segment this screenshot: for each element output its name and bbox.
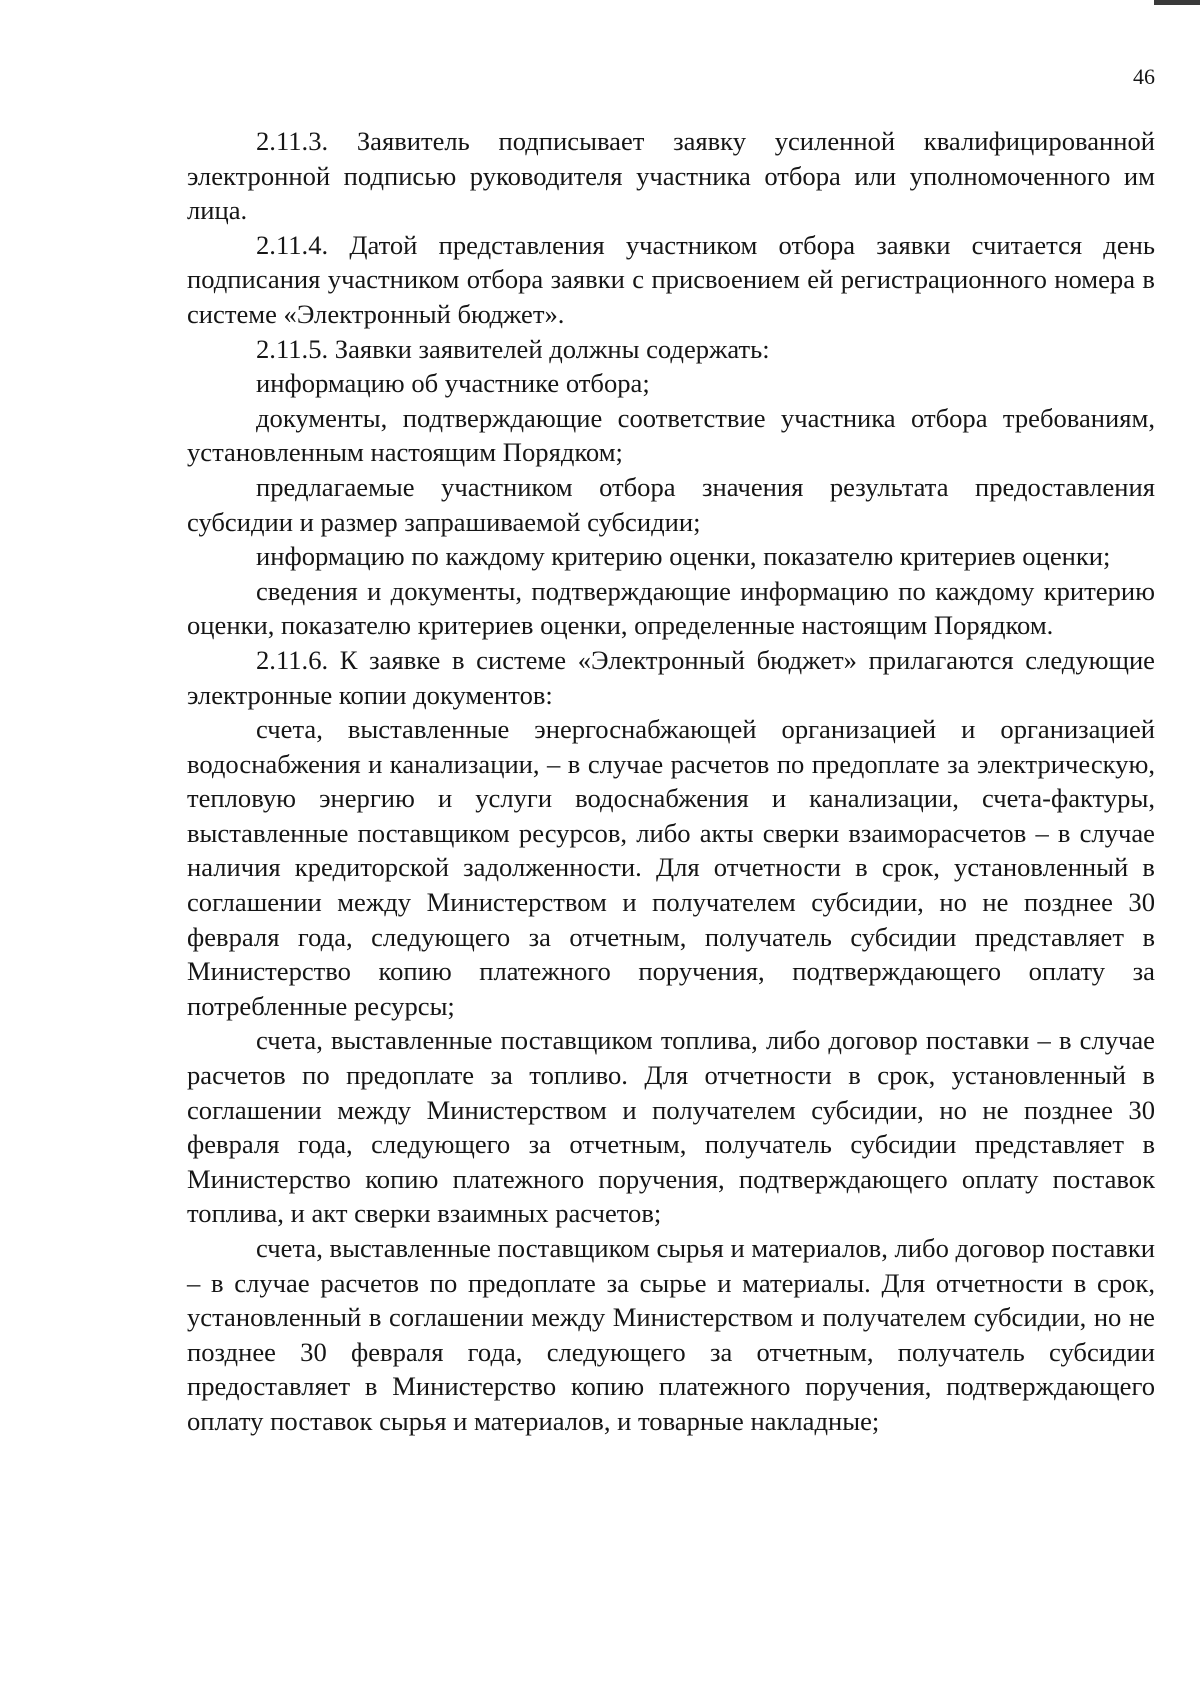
document-body bbox=[187, 124, 1155, 1439]
scan-edge-mark bbox=[1154, 0, 1200, 5]
list-item-proposed-results: предлагаемые участником отбора значения результата предоставления субсидии и размер запрашиваемой субсидии; bbox=[187, 471, 1155, 537]
paragraph-2-11-5: 2.11.5. Заявки заявителей должны содержать: bbox=[256, 333, 770, 364]
document-page bbox=[187, 64, 1155, 1439]
list-item-compliance-documents: документы, подтверждающие соответствие участника отбора требованиям, установленным настоящим Порядком; bbox=[187, 402, 1155, 468]
list-item-fuel-invoices: счета, выставленные поставщиком топлива, либо договор поставки – в случае расчетов по предоплате за топливо. Для отчетности в срок, установленный в соглашении между Министерством и получателем субсидии, но не позднее 30 февраля года, следующего за отчетным, получатель субсидии представляет в Министерство копию платежного поручения, подтверждающего оплату поставок топлива, и акт сверки взаимных расчетов; bbox=[187, 1025, 1155, 1229]
paragraph-2-11-4: 2.11.4. Датой представления участником отбора заявки считается день подписания участником отбора заявки с присвоением ей регистрационного номера в системе «Электронный бюджет». bbox=[187, 229, 1155, 329]
list-item-criteria-documents: сведения и документы, подтверждающие информацию по каждому критерию оценки, показателю критериев оценки, определенные настоящим Порядком. bbox=[187, 575, 1155, 641]
list-item-materials-invoices: счета, выставленные поставщиком сырья и материалов, либо договор поставки – в случае расчетов по предоплате за сырье и материалы. Для отчетности в срок, установленный в соглашении между Министерством и получателем субсидии, но не позднее 30 февраля года, следующего за отчетным, получатель субсидии предоставляет в Министерство копию платежного поручения, подтверждающего оплату поставок сырья и материалов, и товарные накладные; bbox=[187, 1233, 1155, 1436]
page-number: 46 bbox=[1133, 64, 1155, 89]
list-item-energy-invoices: счета, выставленные энергоснабжающей организацией и организацией водоснабжения и канализации, – в случае расчетов по предоплате за электрическую, тепловую энергию и услуги водоснабжения и канализации, счета-фактуры, выставленные поставщиком ресурсов, либо акты сверки взаиморасчетов – в случае наличия кредиторской задолженности. Для отчетности в срок, установленный в соглашении между Министерством и получателем субсидии, но не позднее 30 февраля года, следующего за отчетным, получатель субсидии представляет в Министерство копию платежного поручения, подтверждающего оплату за потребленные ресурсы; bbox=[187, 714, 1155, 1021]
paragraph-2-11-3: 2.11.3. Заявитель подписывает заявку усиленной квалифицированной электронной подписью руководителя участника отбора или уполномоченного им лица. bbox=[187, 126, 1155, 226]
list-item-criteria-info: информацию по каждому критерию оценки, показателю критериев оценки; bbox=[256, 541, 1111, 572]
paragraph-2-11-6: 2.11.6. К заявке в системе «Электронный бюджет» прилагаются следующие электронные копии документов: bbox=[187, 644, 1155, 710]
list-item-participant-info: информацию об участнике отбора; bbox=[256, 368, 650, 399]
